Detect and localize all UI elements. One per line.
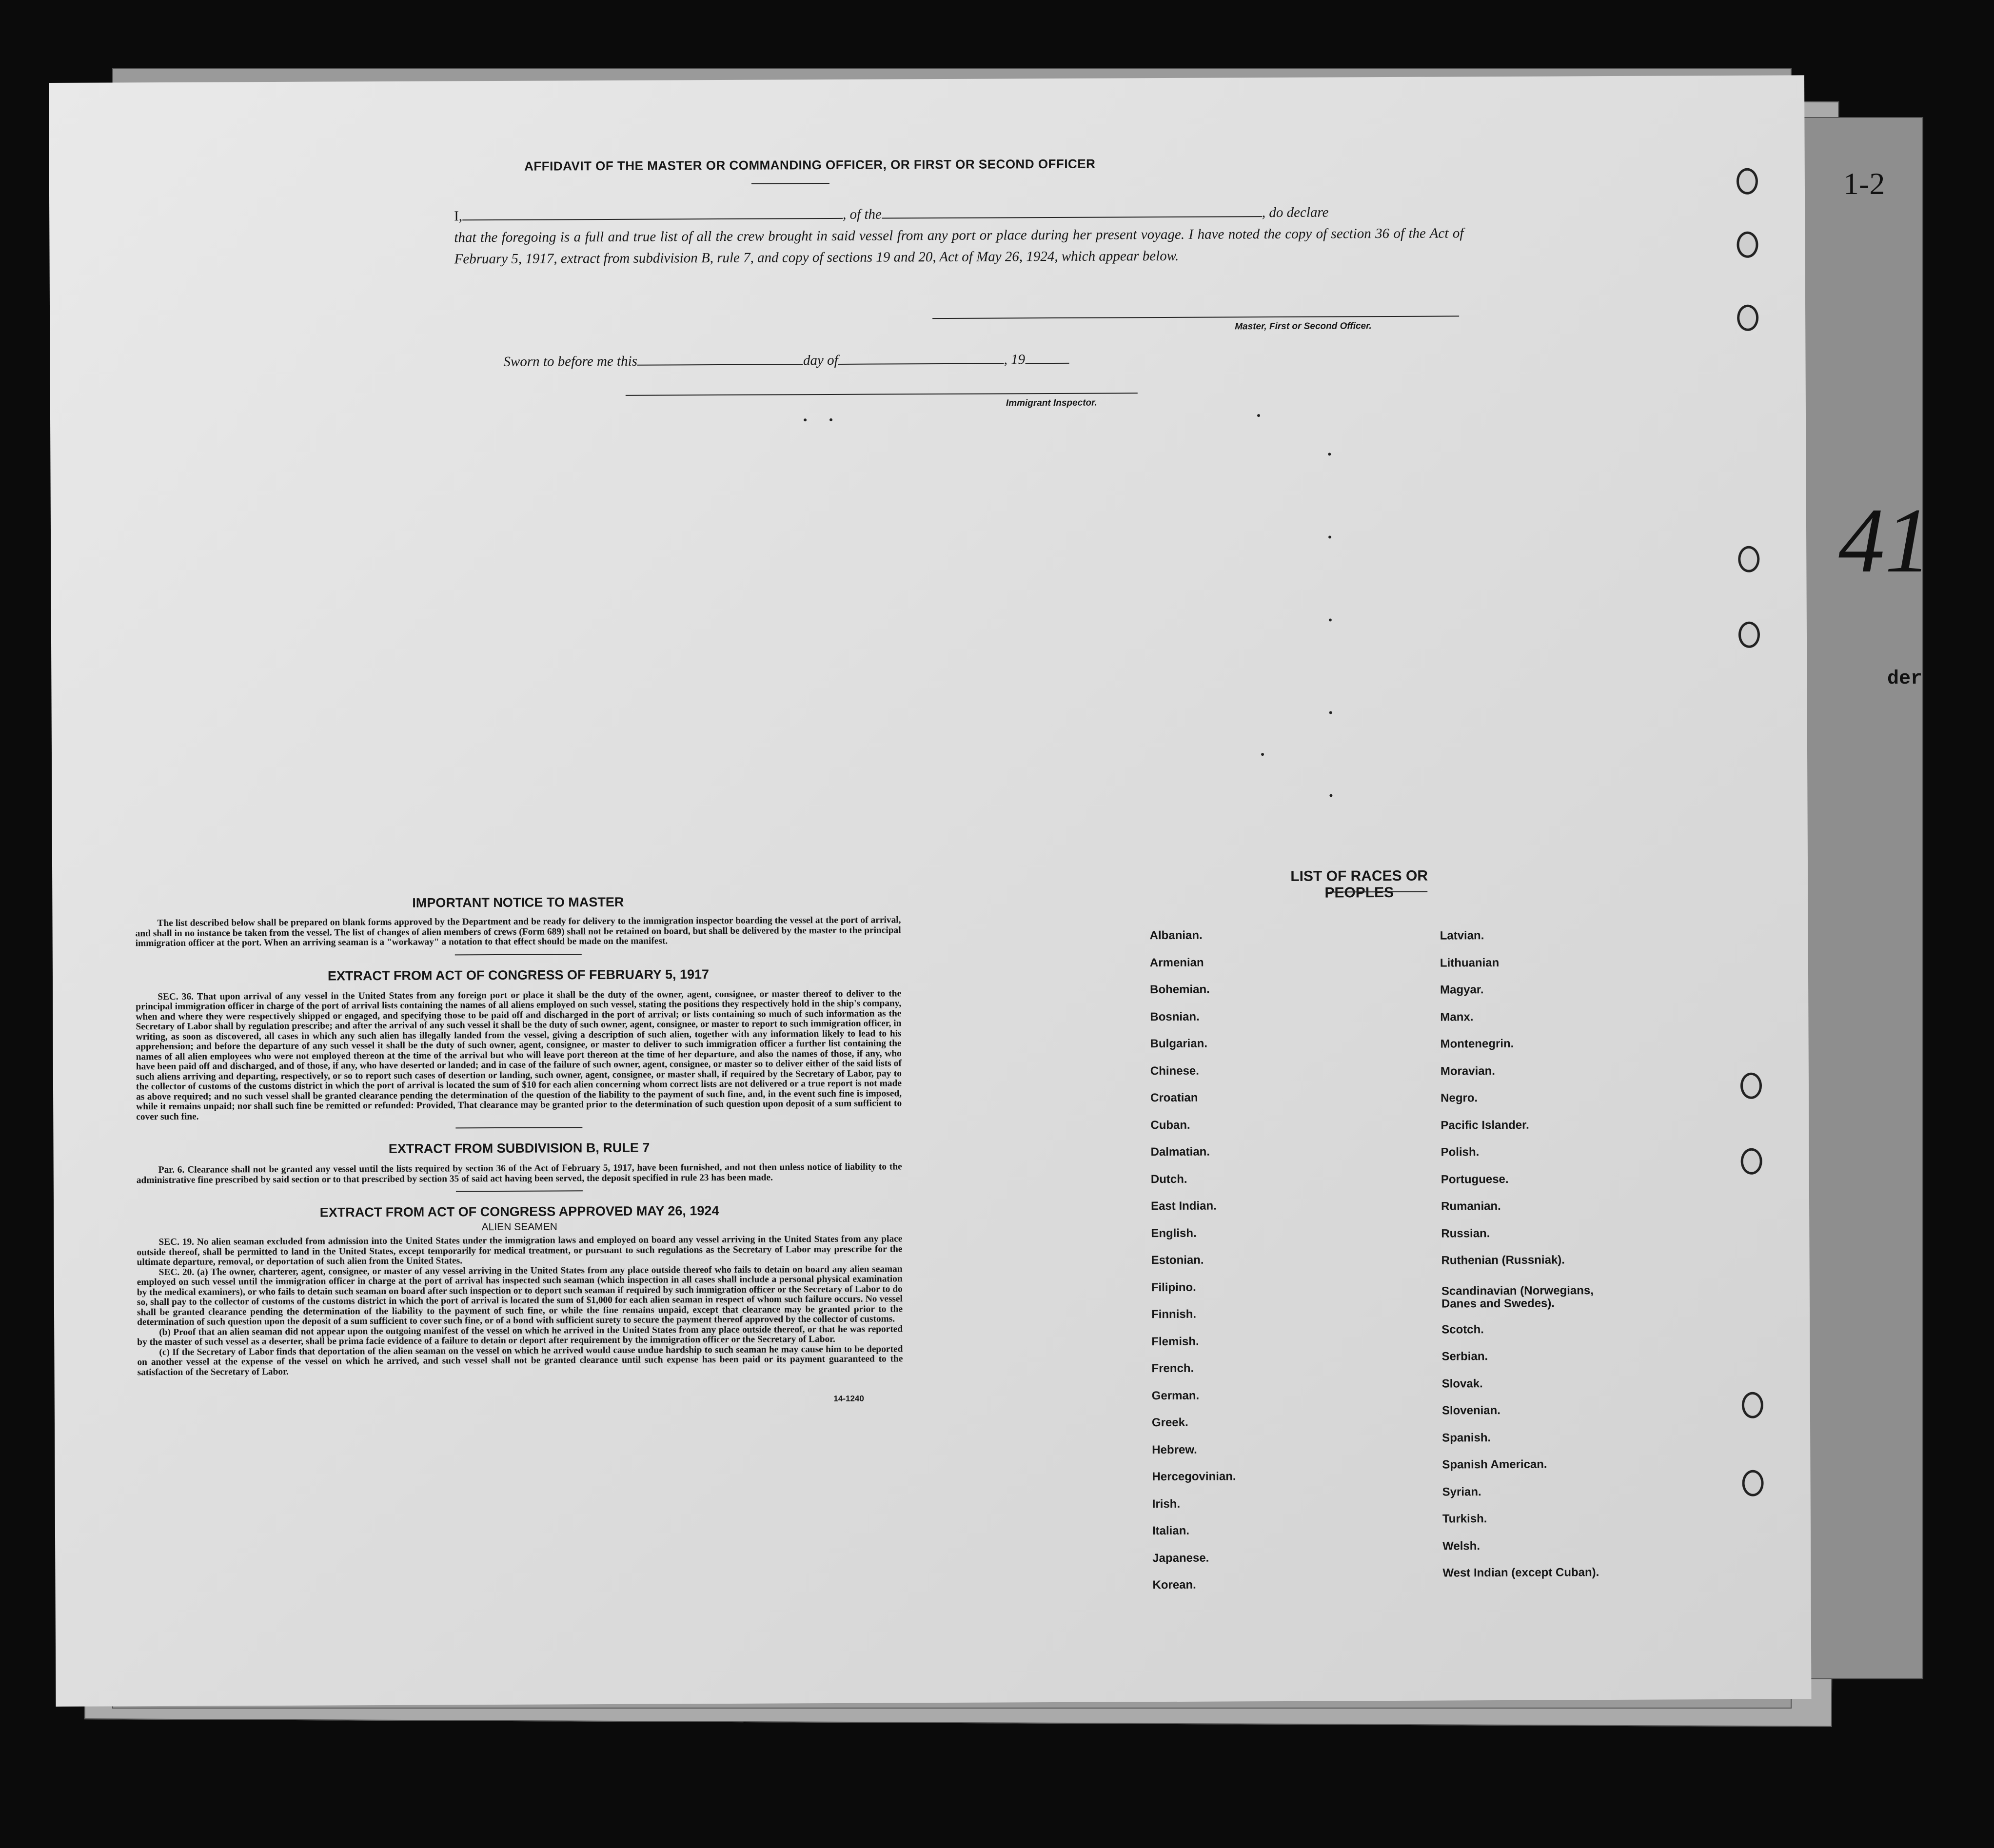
race-item: Ruthenian (Russniak). <box>1441 1253 1565 1267</box>
extract-rule7-title: EXTRACT FROM SUBDIVISION B, RULE 7 <box>388 1140 650 1156</box>
sworn-label: Sworn to before me this <box>503 353 637 370</box>
day-of-label: day of <box>803 352 838 369</box>
race-item: Bulgarian. <box>1150 1037 1208 1051</box>
form-number-wrap <box>138 1394 903 1407</box>
extract-rule7-body: Par. 6. Clearance shall not be granted any vessel until the lists required by section 36 of the Act of February 5, 1917, have been furnished, and not then unless notice of liability to the administrative fine prescribed by said section or to that prescribed by section 35 of said act having been served, the deposit specified in rule 23 has been made. <box>136 1161 902 1185</box>
race-item: Syrian. <box>1442 1485 1481 1499</box>
affidavit-statement <box>454 201 1464 270</box>
notice-section <box>135 893 903 1407</box>
declarant-name-field[interactable] <box>462 207 843 220</box>
speck <box>1257 414 1260 417</box>
race-item: German. <box>1151 1389 1200 1402</box>
race-item: Cuban. <box>1150 1118 1190 1132</box>
underlying-page-fragment: der <box>1887 668 1923 690</box>
race-item: Hebrew. <box>1152 1443 1197 1456</box>
punch-hole <box>1742 1470 1763 1496</box>
alien-seamen-subtitle: ALIEN SEAMEN <box>481 1221 557 1233</box>
master-signature-line[interactable] <box>932 315 1459 319</box>
punch-hole <box>1740 1073 1762 1099</box>
title-divider <box>751 183 829 184</box>
speck <box>829 418 832 421</box>
race-item: Portuguese. <box>1441 1172 1509 1186</box>
race-item: Russian. <box>1441 1226 1490 1240</box>
race-item: Moravian. <box>1440 1064 1495 1078</box>
race-item: Spanish. <box>1442 1431 1491 1445</box>
extract-1917-title: EXTRACT FROM ACT OF CONGRESS OF FEBRUARY 5, 1917 <box>327 966 710 983</box>
sworn-statement <box>503 352 1069 370</box>
section-divider <box>456 1190 583 1192</box>
race-item: Filipino. <box>1151 1280 1196 1294</box>
sworn-day-field[interactable] <box>637 353 803 365</box>
race-item: Slovenian. <box>1441 1404 1501 1417</box>
race-item: Lithuanian <box>1440 956 1500 970</box>
sworn-year-field[interactable] <box>1025 352 1069 364</box>
race-item: Polish. <box>1441 1145 1480 1159</box>
punch-hole <box>1738 622 1760 648</box>
race-item: Manx. <box>1440 1010 1474 1024</box>
race-item: Bosnian. <box>1150 1010 1200 1023</box>
section-19: SEC. 19. No alien seaman excluded from admission into the United States under the immigration laws and employed on board any vessel arriving in the United States from any place outside thereof, shall be permitted to land in the United States, except temporarily for medical treatment, or pursuant to such regulations as the Secretary of Labor may prescribe for the ultimate departure, removal, or deportation of such alien from the United States. <box>137 1234 903 1268</box>
extract-1917-body: SEC. 36. That upon arrival of any vessel in the United States from any foreign port or place it shall be the duty of the owner, agent, consignee, or master thereof to deliver to the principal immigration officer in charge of the port of arrival lists containing the names of all aliens employed on such vessel, stating the positions they respectively hold in the ship's company, when and where they were respectively shipped or engaged, and specifying those to be paid off and discharged in the port of arrival; or lists containing so much of such information as the Secretary of Labor shall by regulation prescribe; and after the arrival of any such vessel it shall be the duty of such owner, agent, consignee, or master to report to such immigration officer, in writing, as soon as discovered, all cases in which any such alien has illegally landed from the vessel, giving a description of such alien, together with any information likely to lead to his apprehension; and before the departure of any such vessel it shall be the duty of such owner, agent, consignee, or master to deliver to such immigration officer a further list containing the names of all alien employees who were not employed thereon at the time of the arrival but who will leave port thereon at the time of her departure, and also the names of those, if any, who have been paid off and discharged, and of those, if any, who have deserted or landed; and in case of the failure of such owner, agent, consignee, or master so to deliver either of the said lists of such aliens arriving and departing, respectively, or so to report such cases of desertion or landing, such owner, agent, consignee, or master shall, if required by the Secretary of Labor, pay to the collector of customs of the customs district in which the port of arrival is located the sum of $10 for each alien concerning whom correct lists are not delivered or a true report is not made as above required; and no such vessel shall be granted clearance pending the determination of the question of the liability to the payment of such fine, and, in the event such fine is imposed, while it remains unpaid; nor shall such fine be remitted or refunded: Provided, That clearance may be granted prior to the determination of such question upon deposit of a sum sufficient to cover such fine. <box>136 988 902 1122</box>
race-item: Scotch. <box>1441 1322 1484 1337</box>
affidavit-title: AFFIDAVIT OF THE MASTER OR COMMANDING OFFICER, OR FIRST OR SECOND OFFICER <box>524 156 1096 174</box>
race-item: Turkish. <box>1442 1512 1487 1526</box>
inspector-signature-line[interactable] <box>626 393 1138 396</box>
race-item: Scandinavian (Norwegians, Danes and Swedes). <box>1441 1283 1594 1311</box>
punch-hole <box>1741 1148 1762 1175</box>
race-item: Estonian. <box>1151 1253 1204 1267</box>
of-the-label: , of the <box>843 206 882 222</box>
race-item: Latvian. <box>1440 929 1484 943</box>
race-item: Chinese. <box>1150 1064 1199 1078</box>
punch-hole <box>1737 168 1758 195</box>
race-item: Dalmatian. <box>1150 1145 1210 1159</box>
inspector-signature-label: Immigrant Inspector. <box>1006 397 1097 409</box>
race-item: Finnish. <box>1151 1307 1197 1321</box>
year-label: , 19 <box>1004 352 1026 368</box>
handwritten-page-number: 1-2 <box>1843 166 1885 201</box>
race-item: Spanish American. <box>1442 1457 1547 1472</box>
section-20a: SEC. 20. (a) The owner, charterer, agent, consignee, or master of any vessel arriving in the United States from any place outside thereof who fails to detain on board any alien seaman employed on such vessel until the immigration officer in charge at the port of arrival has inspected such seaman (which inspection in all cases shall include a personal physical examination by the medical examiners), or who fails to detain such seaman on board after such inspection or to deport such seaman if required by such immigration officer or the Secretary of Labor to do so, shall pay to the collector of customs of the customs district in which the port of arrival is located the sum of $1,000 for each alien seaman in respect of whom such failure occurs. No vessel shall be granted clearance pending the determination of the liability to the payment of such fine, or while the fine remains unpaid, except that clearance may be granted prior to the determination of such question upon the deposit of a sum sufficient to cover such fine, or of a bond with sufficient surety to secure the payment thereof approved by the collector of customs. <box>137 1263 903 1328</box>
punch-hole <box>1742 1392 1763 1418</box>
section-20c: (c) If the Secretary of Labor finds that deportation of the alien seaman on the vessel on which he arrived would cause undue hardship to such seaman he may cause him to be deported on another vessel at the expense of the vessel on which he arrived, and such vessel shall not be granted clearance until such expense has been paid or its payment guaranteed to the satisfaction of the Secretary of Labor. <box>137 1343 903 1377</box>
race-item: Irish. <box>1152 1497 1181 1511</box>
declarant-label: I, <box>454 208 463 224</box>
sworn-month-field[interactable] <box>838 352 1004 364</box>
race-item: Korean. <box>1152 1578 1196 1592</box>
race-item: Italian. <box>1152 1524 1190 1538</box>
section-20b: (b) Proof that an alien seaman did not appear upon the outgoing manifest of the vessel on which he arrived in the United States from any place outside thereof, or that he was reported by the master of such vessel as a deserter, shall be prima facie evidence of a failure to detain or deport after requirement by the immigration officer or the Secretary of Labor. <box>137 1323 903 1348</box>
race-item: Serbian. <box>1441 1350 1488 1363</box>
section-divider <box>455 1127 582 1128</box>
race-item: Slovak. <box>1441 1376 1483 1391</box>
race-item: Hercegovinian. <box>1152 1470 1236 1484</box>
do-declare-label: , do declare <box>1262 204 1329 221</box>
punch-hole <box>1737 305 1758 331</box>
race-item: Armenian <box>1149 956 1204 969</box>
affidavit-body: that the foregoing is a full and true list of all the crew brought in said vessel from any port or place during her present voyage. I have noted the copy of section 36 of the Act of February 5, 1917, extract from subdivision B, rule 7, and copy of sections 19 and 20, Act of May 26, 1924, which appear below. <box>454 225 1464 267</box>
race-item: Flemish. <box>1151 1335 1199 1348</box>
master-signature-label: Master, First or Second Officer. <box>1235 321 1372 332</box>
race-item: Japanese. <box>1152 1551 1209 1565</box>
speck <box>1329 711 1332 714</box>
race-item: Montenegrin. <box>1440 1037 1514 1051</box>
form-page <box>49 75 1811 1707</box>
race-item: Welsh. <box>1442 1539 1481 1553</box>
speck <box>1329 794 1332 797</box>
race-item: East Indian. <box>1151 1199 1217 1213</box>
vessel-name-field[interactable] <box>882 205 1262 218</box>
race-item: Albanian. <box>1149 928 1203 943</box>
race-item: Magyar. <box>1440 983 1484 997</box>
handwritten-folio-number: 41 <box>1838 490 1931 592</box>
race-item: Dutch. <box>1150 1172 1187 1186</box>
race-item: Pacific Islander. <box>1441 1118 1529 1132</box>
extract-1924-title: EXTRACT FROM ACT OF CONGRESS APPROVED MAY 26, 1924 <box>319 1203 719 1220</box>
races-title: LIST OF RACES OR PEOPLES <box>1290 867 1428 901</box>
race-item: Bohemian. <box>1150 983 1210 997</box>
race-item: French. <box>1151 1361 1194 1376</box>
speck <box>1328 536 1331 539</box>
race-item: Croatian <box>1150 1091 1198 1105</box>
speck <box>1261 753 1264 756</box>
race-item: West Indian (except Cuban). <box>1442 1566 1599 1580</box>
race-item: Rumanian. <box>1441 1199 1501 1213</box>
race-item: English. <box>1151 1226 1197 1240</box>
notice-title: IMPORTANT NOTICE TO MASTER <box>412 894 624 910</box>
section-divider <box>455 954 582 955</box>
race-item: Negro. <box>1441 1091 1478 1105</box>
punch-hole <box>1738 546 1759 572</box>
notice-body: The list described below shall be prepared on blank forms approved by the Department and be ready for delivery to the immigration inspector boarding the vessel at the port of arrival, and shall in no instance be taken from the vessel. The list of changes of alien members of crews (Form 689) shall not be retained on board, but shall be delivered by the master to the principal immigration officer at the port. When an arriving seaman is a "workaway" a notation to that effect should be made on the manifest. <box>135 915 901 949</box>
extract-1924-body <box>137 1234 903 1377</box>
form-number: 14-1240 <box>833 1394 864 1404</box>
punch-hole <box>1737 232 1758 258</box>
speck <box>1328 453 1331 456</box>
race-item: Greek. <box>1151 1415 1188 1430</box>
speck <box>804 418 807 421</box>
speck <box>1329 619 1332 622</box>
